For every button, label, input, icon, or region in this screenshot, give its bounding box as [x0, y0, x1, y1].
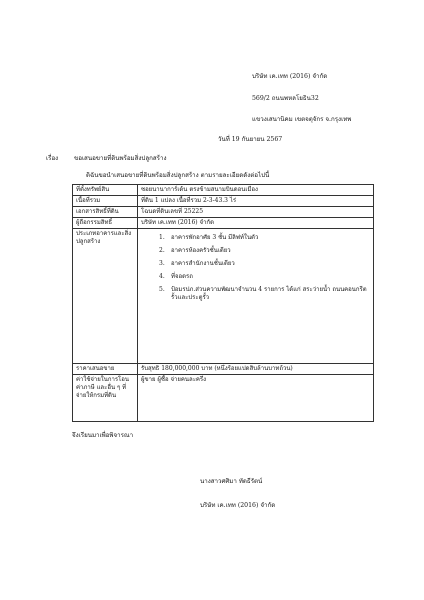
subject-label: เรื่อง	[46, 155, 59, 162]
subject-text: ขอเสนอขายที่ดินพร้อมสิ่งปลูกสร้าง	[74, 155, 167, 162]
table-row-buildings	[73, 229, 374, 364]
signatory-name: นางสาวศศิมา ทัดธีรัตน์	[200, 478, 263, 485]
fees-label: ค่าใช้จ่ายในการโอน ค่าภาษี และอื่น ๆ ที่จ่ายให้กรมที่ดิน	[73, 375, 138, 422]
table-row	[73, 185, 374, 196]
sender-address-line2: แขวงเสนานิคม เขตจตุจักร จ.กรุงเทพ	[252, 116, 352, 123]
buildings-list	[141, 234, 370, 302]
row-value: ที่ดิน 1 แปลง เนื้อที่รวม 2-3-43.3 ไร่	[138, 196, 374, 207]
letter-date: วันที่ 19 กันยายน 2567	[218, 136, 283, 143]
list-item: 5. ป้อมรปภ.ส่วนความพัฒนาจำนวน 4 รายการ ได้แก่ สระว่ายน้ำ ถนนคอนกรีต รั้วและประตูรั้ว	[159, 286, 367, 301]
buildings-list-cell	[138, 229, 374, 364]
list-item: 1. อาคารพักอาศัย 3 ชั้น มีลิฟท์ในตัว	[159, 234, 259, 241]
table-row	[73, 196, 374, 207]
buildings-label: ประเภทอาคารและสิ่งปลูกสร้าง	[73, 229, 138, 364]
list-item: 3. อาคารสำนักงานชั้นเดียว	[159, 260, 235, 267]
closing-text: จึงเรียนมาเพื่อพิจารณา	[72, 432, 134, 439]
price-value: รับสุทธิ 180,000,000 บาท (หนึ่งร้อยแปดสิบล้านบาทถ้วน)	[138, 364, 374, 375]
row-value: ซอยนานาการ์เด้น ตรงข้ามสนามบินดอนเมือง	[138, 185, 374, 196]
row-value: บริษัท เค.เทท (2016) จำกัด	[138, 218, 374, 229]
row-label: เอกสารสิทธิ์ที่ดิน	[73, 207, 138, 218]
sender-company: บริษัท เค.เทท (2016) จำกัด	[252, 73, 328, 80]
fees-value: ผู้ขาย ผู้ซื้อ จ่ายคนละครึ่ง	[138, 375, 374, 422]
list-item: 4. ที่จอดรถ	[159, 273, 193, 280]
row-value: โฉนดที่ดินเลขที่ 25225	[138, 207, 374, 218]
table-row	[73, 207, 374, 218]
table-row-fees	[73, 375, 374, 422]
table-row-price	[73, 364, 374, 375]
property-details-table	[72, 184, 374, 422]
row-label: ที่ตั้งทรัพย์สิน	[73, 185, 138, 196]
intro-text: ดิฉันขอนำเสนอขายที่ดินพร้อมสิ่งปลูกสร้าง ตามรายละเอียดดังต่อไปนี้	[86, 172, 270, 179]
row-label: ผู้ถือกรรมสิทธิ์	[73, 218, 138, 229]
price-label: ราคาเสนอขาย	[73, 364, 138, 375]
list-item: 2. อาคารห้องครัวชั้นเดียว	[159, 247, 231, 254]
signatory-company: บริษัท เค.เทท (2016) จำกัด	[200, 502, 276, 509]
sender-address-line1: 569/2 ถนนพหลโยธิน32	[252, 95, 319, 102]
table-row	[73, 218, 374, 229]
row-label: เนื้อที่รวม	[73, 196, 138, 207]
